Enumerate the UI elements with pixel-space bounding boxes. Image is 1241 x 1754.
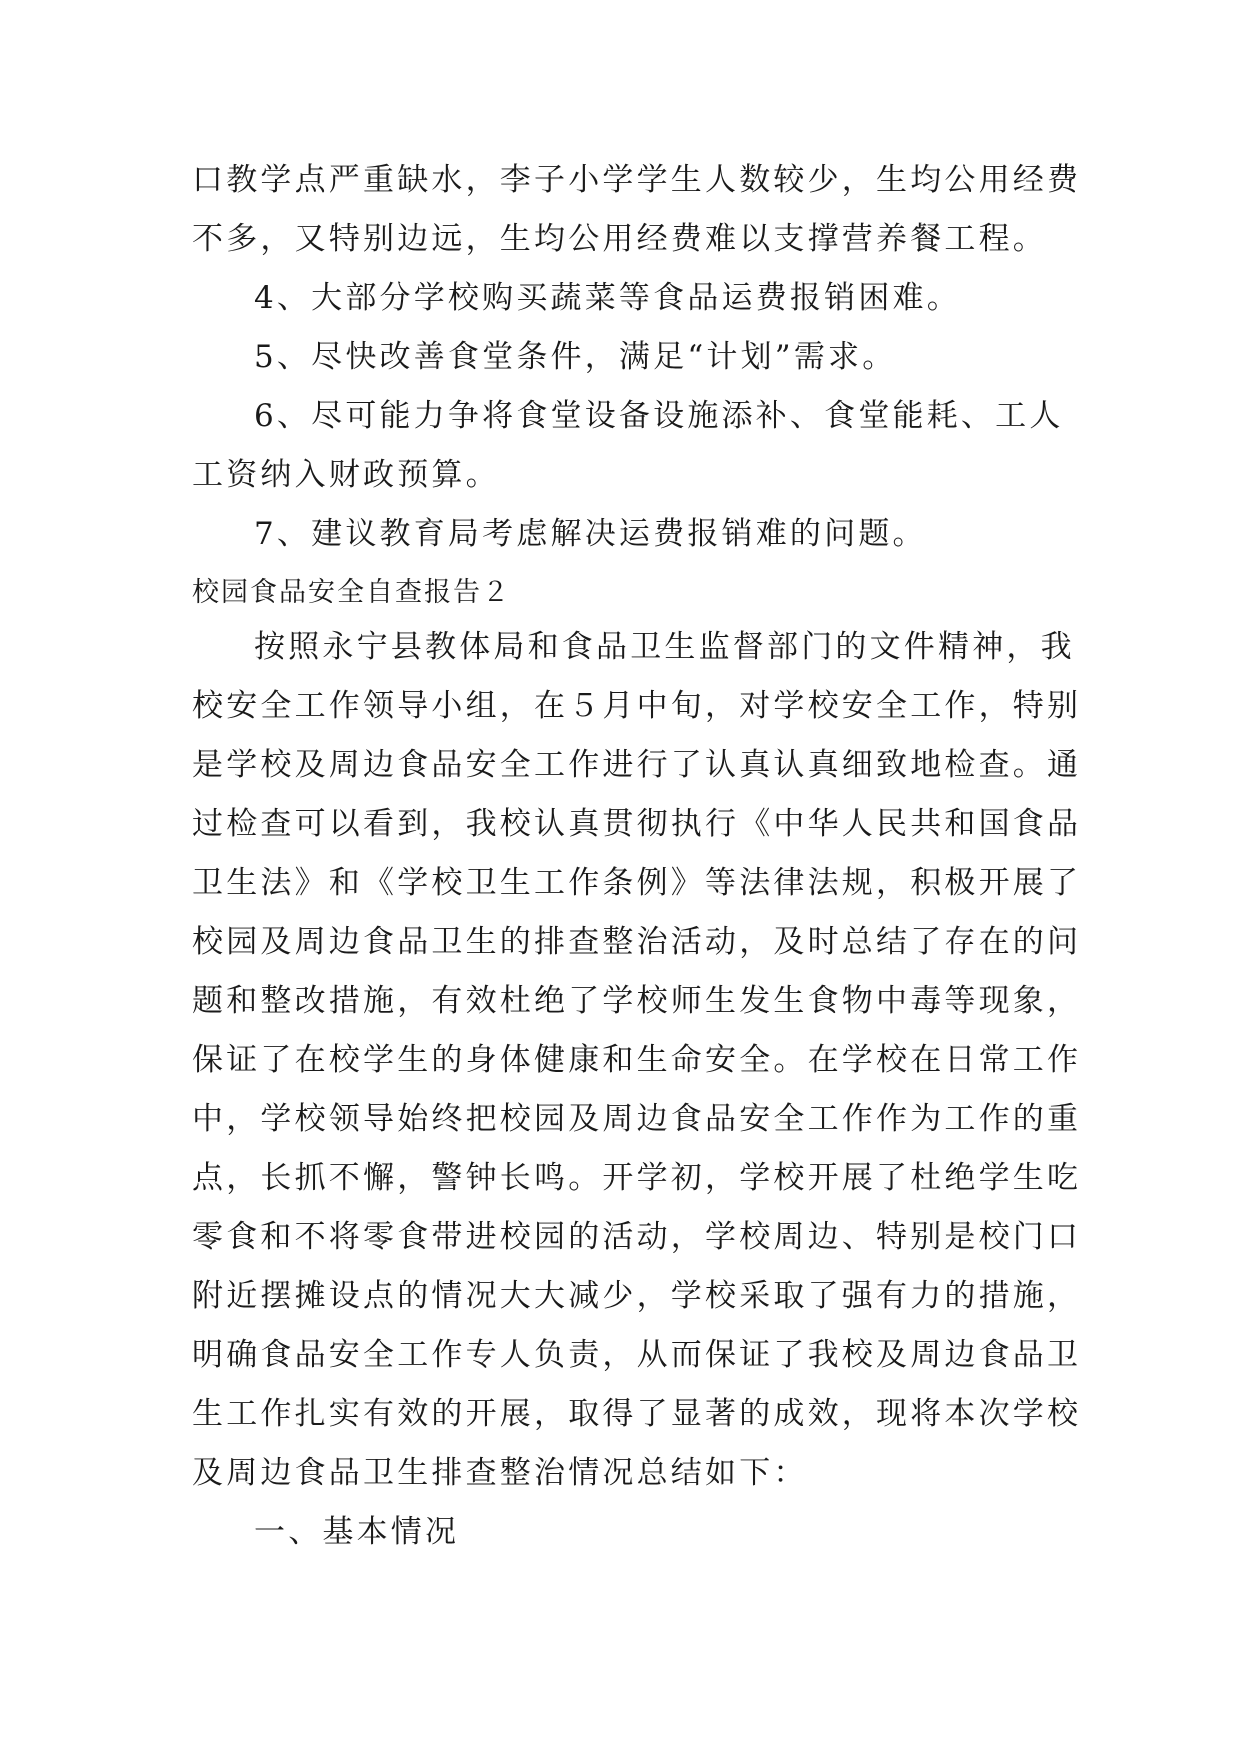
paragraph-line: 过检查可以看到，我校认真贯彻执行《中华人民共和国食品 [192,806,1082,842]
paragraph-line: 附近摆摊设点的情况大大减少，学校采取了强有力的措施， [192,1278,1082,1314]
list-item-4: 4、大部分学校购买蔬菜等食品运费报销困难。 [254,280,961,316]
list-item-7: 7、建议教育局考虑解决运费报销难的问题。 [254,516,927,552]
paragraph-line: 保证了在校学生的身体健康和生命安全。在学校在日常工作 [192,1042,1082,1078]
paragraph-line: 明确食品安全工作专人负责，从而保证了我校及周边食品卫 [192,1337,1082,1373]
paragraph-line: 生工作扎实有效的开展，取得了显著的成效，现将本次学校 [192,1396,1082,1432]
list-item-5: 5、尽快改善食堂条件，满足“计划”需求。 [254,339,897,375]
section-title: 校园食品安全自查报告２ [192,577,511,608]
paragraph-line: 及周边食品卫生排查整治情况总结如下： [192,1455,808,1491]
paragraph-line: 是学校及周边食品安全工作进行了认真认真细致地检查。通 [192,747,1082,783]
paragraph-line: 卫生法》和《学校卫生工作条例》等法律法规，积极开展了 [192,865,1082,901]
paragraph-line: 中，学校领导始终把校园及周边食品安全工作作为工作的重 [192,1101,1082,1137]
paragraph-line: 工资纳入财政预算。 [192,457,500,493]
paragraph-line: 按照永宁县教体局和食品卫生监督部门的文件精神，我 [254,629,1075,665]
subsection-heading: 一、基本情况 [254,1514,460,1550]
paragraph-line: 口教学点严重缺水，李子小学学生人数较少，生均公用经费 [192,162,1082,198]
paragraph-line: 不多，又特别边远，生均公用经费难以支撑营养餐工程。 [192,221,1047,257]
list-item-6: 6、尽可能力争将食堂设备设施添补、食堂能耗、工人 [254,398,1064,434]
paragraph-line: 零食和不将零食带进校园的活动，学校周边、特别是校门口 [192,1219,1082,1255]
paragraph-line: 校安全工作领导小组，在５月中旬，对学校安全工作，特别 [192,688,1082,724]
document-body [192,160,1082,1571]
paragraph-line: 校园及周边食品卫生的排查整治活动，及时总结了存在的问 [192,924,1082,960]
paragraph-line: 题和整改措施，有效杜绝了学校师生发生食物中毒等现象， [192,983,1082,1019]
paragraph-line: 点，长抓不懈，警钟长鸣。开学初，学校开展了杜绝学生吃 [192,1160,1082,1196]
